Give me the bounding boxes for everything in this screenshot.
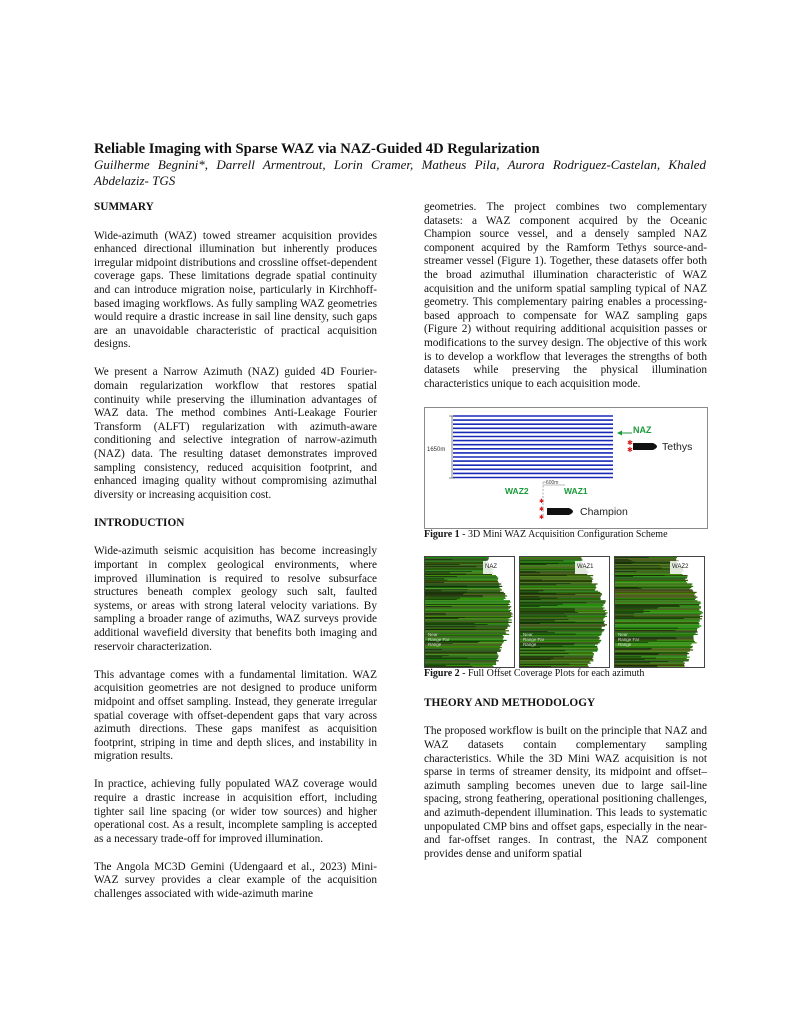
coverage-stripe	[520, 565, 581, 566]
coverage-stripe	[425, 583, 501, 584]
summary-paragraph-1: Wide-azimuth (WAZ) towed streamer acquisition provides enhanced directional illumination but inherently produces irregular midpoint distributions and crossline offset-dependent coverage gaps. These limitations degrade spatial continuity and can introduce migration noise, particularly in Kirchhoff-based imaging workflows. As fully sampling WAZ geometries would require a drastic increase in sail line density, such gaps are an unavoidable characteristic of practical acquisition designs.	[94, 229, 377, 351]
coverage-plot-waz2	[615, 557, 704, 668]
panel-label-waz1: WAZ1	[575, 561, 595, 575]
coverage-stripe	[615, 595, 696, 596]
coverage-gap	[615, 559, 629, 560]
coverage-stripe	[615, 586, 693, 587]
coverage-stripe	[520, 617, 605, 618]
naz-streamer-lines	[453, 416, 613, 478]
coverage-gap	[425, 572, 450, 573]
coverage-plot-waz1	[520, 557, 609, 668]
right-intro-paragraph: geometries. The project combines two complementary datasets: a WAZ component acquired by the Oceanic Champion source vessel, and a densely sampled NAZ component acquired by the Ramform Tethys source-and-streamer vessel (Figure 1). Together, these datasets offer both the broad azimuthal illumination characteristic of WAZ acquisition and the uniform spatial sampling typical of NAZ geometry. This complementary pairing enables a processing-based approach to compensate for WAZ sampling gaps (Figure 2) without requiring additional acquisition passes or modifications to the survey design. The objective of this work is to develop a workflow that leverages the strengths of both datasets while preserving the physical illumination characteristics unique to each acquisition mode.	[424, 201, 707, 390]
coverage-stripe	[520, 587, 596, 588]
coverage-stripe	[615, 614, 700, 615]
coverage-gap	[615, 563, 632, 564]
introduction-heading: INTRODUCTION	[94, 516, 185, 529]
coverage-stripe	[615, 584, 692, 585]
coverage-gap	[425, 582, 444, 583]
coverage-stripe	[615, 647, 692, 648]
coverage-stripe	[425, 557, 489, 558]
label-waz2: WAZ2	[505, 486, 529, 497]
coverage-stripe	[425, 660, 499, 661]
figure-1-number: Figure 1	[424, 529, 460, 541]
coverage-stripe	[425, 659, 497, 660]
champion-vessel-icon	[547, 508, 573, 515]
coverage-stripe	[425, 653, 497, 654]
coverage-gap	[520, 580, 542, 581]
label-tethys: Tethys	[662, 441, 693, 454]
coverage-stripe	[615, 664, 684, 665]
coverage-gap	[520, 602, 586, 603]
coverage-gap	[520, 613, 564, 614]
coverage-stripe	[520, 586, 596, 587]
coverage-stripe	[520, 577, 592, 578]
intro-paragraph-3: In practice, achieving fully populated WAZ coverage would require a drastic increase in acquisition effort, including tighter sail line spacing (or wider tow sources) and higher operational cost. As a result, incomplete sampling is accepted as a necessary trade-off for improved illumination.	[94, 778, 377, 845]
coverage-gap	[520, 590, 543, 591]
coverage-stripe	[520, 578, 593, 579]
coverage-stripe	[425, 581, 498, 582]
coverage-gap	[615, 610, 644, 611]
coverage-stripe	[615, 617, 700, 618]
coverage-panel-waz2	[614, 556, 705, 668]
coverage-stripe	[615, 650, 690, 651]
coverage-stripe	[520, 557, 581, 558]
coverage-gap	[520, 560, 563, 561]
coverage-stripe	[425, 607, 510, 608]
coverage-gap	[520, 564, 546, 565]
coverage-gap	[520, 666, 551, 667]
coverage-stripe	[520, 588, 596, 589]
coverage-gap	[520, 610, 575, 611]
figure-2-caption-text: - Full Offset Coverage Plots for each azimuth	[459, 667, 645, 679]
coverage-gap	[615, 571, 637, 572]
coverage-stripe	[615, 581, 686, 582]
coverage-stripe	[425, 577, 498, 578]
coverage-stripe	[520, 595, 601, 596]
coverage-stripe	[520, 652, 593, 653]
coverage-gap	[520, 653, 569, 654]
coverage-stripe	[520, 559, 583, 560]
coverage-gap	[425, 559, 452, 560]
coverage-stripe	[425, 568, 492, 569]
coverage-stripe	[615, 601, 700, 602]
coverage-stripe	[615, 604, 699, 605]
tethys-source-star-2: ✱	[627, 446, 633, 455]
coverage-gap	[520, 598, 557, 599]
coverage-stripe	[520, 562, 582, 563]
intro-paragraph-4: The Angola MC3D Gemini (Udengaard et al., 2023) Mini-WAZ survey provides a clear example of the acquisition challenges associated with wide-azimuth marine	[94, 860, 377, 901]
coverage-stripe	[615, 629, 697, 630]
coverage-stripe	[615, 583, 692, 584]
coverage-gap	[425, 623, 475, 624]
coverage-gap	[425, 595, 483, 596]
coverage-stripe	[425, 612, 512, 613]
coverage-stripe	[520, 662, 591, 663]
panel-label-naz: NAZ	[483, 561, 499, 575]
coverage-gap	[425, 578, 444, 579]
coverage-stripe	[615, 620, 700, 621]
coverage-gap	[615, 665, 657, 666]
coverage-gap	[425, 592, 467, 593]
coverage-gap	[520, 616, 567, 617]
coverage-gap	[520, 612, 578, 613]
coverage-gap	[615, 648, 652, 649]
label-600m: ~600m	[543, 480, 559, 487]
coverage-gap	[520, 563, 558, 564]
coverage-gap	[615, 565, 660, 566]
coverage-gap	[615, 587, 638, 588]
coverage-gap	[520, 606, 540, 607]
coverage-gap	[615, 613, 634, 614]
near-range-label: Near Range	[523, 631, 537, 642]
coverage-stripe	[520, 655, 593, 656]
coverage-stripe	[520, 607, 605, 608]
coverage-gap	[520, 650, 565, 651]
coverage-gap	[615, 618, 684, 619]
coverage-gap	[615, 612, 643, 613]
coverage-gap	[425, 596, 483, 597]
coverage-stripe	[425, 611, 510, 612]
coverage-stripe	[520, 581, 592, 582]
coverage-stripe	[615, 626, 700, 627]
coverage-stripe	[425, 610, 511, 611]
coverage-gap	[520, 608, 575, 609]
far-range-label: Far Range	[523, 636, 545, 647]
coverage-stripe	[425, 570, 492, 571]
coverage-stripe	[520, 649, 598, 650]
coverage-gap	[425, 593, 464, 594]
coverage-gap	[425, 614, 446, 615]
coverage-stripe	[615, 655, 687, 656]
panel-range-labels	[618, 632, 639, 647]
coverage-gap	[520, 620, 555, 621]
coverage-gap	[615, 628, 678, 629]
coverage-stripe	[425, 575, 496, 576]
coverage-gap	[615, 661, 668, 662]
figure-2-caption	[424, 668, 707, 680]
coverage-gap	[615, 666, 657, 667]
figure-2-number: Figure 2	[424, 667, 460, 679]
coverage-gap	[615, 611, 650, 612]
coverage-gap	[520, 599, 541, 600]
coverage-stripe	[425, 619, 512, 620]
coverage-stripe	[615, 577, 687, 578]
coverage-gap	[425, 598, 460, 599]
coverage-gap	[425, 626, 476, 627]
acquisition-scheme-svg	[425, 408, 707, 528]
coverage-stripe	[615, 594, 694, 595]
coverage-gap	[615, 649, 650, 650]
coverage-stripe	[520, 576, 591, 577]
coverage-gap	[520, 656, 564, 657]
coverage-gap	[615, 560, 632, 561]
coverage-gap	[615, 588, 642, 589]
panel-range-labels	[428, 632, 449, 647]
coverage-stripe	[520, 626, 602, 627]
coverage-stripe	[615, 660, 689, 661]
coverage-gap	[520, 664, 569, 665]
champion-source-star-3: ✱	[539, 515, 545, 522]
coverage-stripe	[520, 624, 607, 625]
coverage-gap	[615, 616, 634, 617]
coverage-stripe	[425, 620, 509, 621]
coverage-gap	[520, 611, 575, 612]
coverage-stripe	[425, 601, 511, 602]
coverage-stripe	[425, 605, 508, 606]
coverage-stripe	[615, 625, 701, 626]
tethys-vessel-icon	[633, 443, 657, 450]
coverage-stripe	[425, 558, 489, 559]
coverage-gap	[520, 572, 540, 573]
right-column	[424, 201, 707, 876]
coverage-gap	[425, 574, 466, 575]
coverage-gap	[425, 664, 470, 665]
coverage-gap	[615, 557, 649, 558]
coverage-gap	[520, 575, 567, 576]
coverage-stripe	[425, 667, 494, 668]
coverage-gap	[425, 656, 442, 657]
coverage-stripe	[425, 628, 507, 629]
coverage-gap	[425, 564, 460, 565]
coverage-gap	[615, 630, 675, 631]
left-column	[94, 201, 377, 916]
coverage-stripe	[425, 584, 499, 585]
coverage-stripe	[425, 648, 500, 649]
coverage-gap	[615, 607, 659, 608]
coverage-stripe	[425, 662, 496, 663]
coverage-stripe	[425, 562, 488, 563]
coverage-gap	[520, 659, 551, 660]
coverage-stripe	[615, 558, 676, 559]
figure-2-coverage-plots	[424, 556, 705, 668]
coverage-stripe	[425, 608, 509, 609]
coverage-stripe	[615, 592, 697, 593]
coverage-stripe	[425, 587, 500, 588]
coverage-gap	[425, 580, 447, 581]
coverage-gap	[425, 629, 475, 630]
coverage-stripe	[615, 623, 699, 624]
summary-heading: SUMMARY	[94, 201, 154, 213]
coverage-gap	[615, 562, 635, 563]
coverage-gap	[615, 659, 645, 660]
coverage-stripe	[520, 582, 592, 583]
far-range-label: Far Range	[618, 636, 640, 647]
coverage-panel-naz	[424, 556, 515, 668]
coverage-stripe	[425, 652, 497, 653]
coverage-stripe	[425, 600, 510, 601]
coverage-gap	[520, 619, 568, 620]
coverage-gap	[520, 584, 556, 585]
coverage-gap	[615, 653, 659, 654]
coverage-gap	[520, 596, 539, 597]
coverage-gap	[425, 590, 442, 591]
coverage-stripe	[520, 648, 598, 649]
coverage-gap	[615, 575, 665, 576]
coverage-stripe	[615, 593, 695, 594]
label-champion: Champion	[580, 506, 628, 519]
coverage-gap	[425, 658, 468, 659]
coverage-gap	[615, 576, 633, 577]
coverage-gap	[425, 589, 468, 590]
coverage-plot-naz	[425, 557, 514, 668]
coverage-gap	[615, 608, 657, 609]
champion-source-star-1: ✱	[539, 499, 545, 506]
coverage-stripe	[615, 582, 687, 583]
intro-paragraph-1: Wide-azimuth seismic acquisition has become increasingly important in complex geological environments, where improved illumination is required to resolve subsurface structures beneath complex geology such salt, faulted systems, or areas with strong lateral velocity variations. By sampling a broader range of azimuths, WAZ surveys provide additional wavefield diversity that benefits both imaging and reservoir characterization.	[94, 545, 377, 653]
coverage-stripe	[425, 563, 489, 564]
tethys-source-star-1: ✱	[627, 439, 633, 448]
far-range-label: Far Range	[428, 636, 450, 647]
coverage-stripe	[425, 604, 510, 605]
coverage-stripe	[615, 652, 688, 653]
panel-range-labels	[523, 632, 544, 647]
coverage-gap	[425, 606, 452, 607]
figure-1-acquisition-diagram	[424, 407, 708, 529]
coverage-gap	[425, 613, 445, 614]
coverage-gap	[425, 649, 442, 650]
coverage-stripe	[520, 665, 588, 666]
coverage-gap	[615, 605, 679, 606]
coverage-stripe	[615, 599, 695, 600]
coverage-gap	[520, 667, 556, 668]
coverage-gap	[425, 666, 472, 667]
naz-arrow-icon	[617, 431, 622, 436]
coverage-stripe	[425, 602, 509, 603]
coverage-gap	[520, 622, 575, 623]
coverage-gap	[615, 662, 650, 663]
coverage-stripe	[520, 629, 605, 630]
coverage-gap	[520, 605, 557, 606]
figure-1-caption-text: - 3D Mini WAZ Acquisition Configuration Scheme	[459, 529, 668, 541]
coverage-gap	[615, 654, 658, 655]
coverage-stripe	[520, 618, 604, 619]
coverage-stripe	[425, 565, 486, 566]
coverage-stripe	[615, 622, 699, 623]
coverage-gap	[425, 665, 446, 666]
coverage-gap	[425, 624, 488, 625]
coverage-stripe	[615, 600, 697, 601]
author-list: Guilherme Begnini*, Darrell Armentrout, Lorin Cramer, Matheus Pila, Aurora Rodriguez-Castelan, Khaled Abdelaziz- TGS	[94, 157, 706, 188]
coverage-gap	[520, 571, 536, 572]
coverage-stripe	[520, 654, 594, 655]
coverage-stripe	[520, 625, 605, 626]
coverage-stripe	[615, 619, 700, 620]
figure-1-caption	[424, 529, 707, 541]
near-range-label: Near Range	[618, 631, 632, 642]
coverage-stripe	[425, 650, 501, 651]
coverage-stripe	[425, 588, 501, 589]
coverage-gap	[425, 571, 472, 572]
coverage-gap	[520, 658, 553, 659]
coverage-stripe	[615, 589, 693, 590]
coverage-gap	[615, 606, 680, 607]
coverage-stripe	[615, 598, 696, 599]
theory-paragraph-1: The proposed workflow is built on the principle that NAZ and WAZ datasets contain complementary sampling characteristics. While the 3D Mini WAZ acquisition is not sparse in terms of streamer density, its midpoint and offset–azimuth sampling becomes uneven due to large sail-line spacing, strong feathering, operational positioning challenges, and azimuth-dependent illumination. This leads to systematic unpopulated CMP bins and offset gaps, especially in the near- and far-offset ranges. In contrast, the NAZ component provides dense and uniform spatial	[424, 725, 707, 860]
coverage-stripe	[615, 624, 699, 625]
coverage-stripe	[520, 558, 582, 559]
paper-title: Reliable Imaging with Sparse WAZ via NAZ-Guided 4D Regularization	[94, 141, 540, 157]
coverage-stripe	[615, 590, 693, 591]
theory-heading: THEORY AND METHODOLOGY	[424, 696, 596, 709]
coverage-gap	[425, 599, 457, 600]
coverage-stripe	[615, 596, 697, 597]
coverage-gap	[520, 647, 540, 648]
coverage-gap	[615, 568, 662, 569]
coverage-gap	[425, 576, 457, 577]
coverage-stripe	[520, 600, 606, 601]
coverage-stripe	[425, 560, 486, 561]
coverage-panel-waz1	[519, 556, 610, 668]
coverage-gap	[425, 566, 477, 567]
coverage-gap	[520, 623, 540, 624]
coverage-stripe	[520, 589, 595, 590]
coverage-stripe	[425, 622, 512, 623]
coverage-stripe	[425, 616, 513, 617]
coverage-gap	[615, 658, 656, 659]
coverage-gap	[425, 618, 458, 619]
coverage-stripe	[520, 628, 602, 629]
coverage-stripe	[520, 660, 593, 661]
label-1650m: 1650m	[427, 447, 446, 454]
coverage-gap	[615, 656, 641, 657]
coverage-gap	[520, 593, 556, 594]
summary-paragraph-2: We present a Narrow Azimuth (NAZ) guided 4D Fourier-domain regularization workflow that restores spatial continuity while preserving the illumination advantages of WAZ data. The method combines Anti-Leakage Fourier Transform (ALFT) regularization with azimuth-aware conditioning and selective integration of narrow-azimuth (NAZ) data. The resulting dataset demonstrates improved sampling consistency, reduced acquisition footprint, and enhanced imaging quality without compromising azimuthal diversity or increasing acquisition cost.	[94, 366, 377, 501]
coverage-gap	[520, 604, 563, 605]
coverage-gap	[520, 583, 571, 584]
coverage-stripe	[615, 602, 701, 603]
champion-source-star-2: ✱	[539, 507, 545, 514]
intro-paragraph-2: This advantage comes with a fundamental limitation. WAZ acquisition geometries are not designed to produce uniform midpoint and offset sampling. Instead, they generate irregular spatial coverage with offset-dependent gaps that vary across azimuth directions. These gaps manifest as acquisition footprint, striping in time and depth slices, and instability in migration results.	[94, 668, 377, 763]
coverage-stripe	[520, 601, 606, 602]
coverage-stripe	[520, 667, 589, 668]
coverage-stripe	[425, 661, 496, 662]
coverage-stripe	[520, 614, 605, 615]
coverage-gap	[425, 586, 467, 587]
coverage-gap	[425, 617, 465, 618]
coverage-stripe	[520, 661, 590, 662]
coverage-gap	[520, 594, 575, 595]
coverage-stripe	[615, 580, 688, 581]
near-range-label: Near Range	[428, 631, 442, 642]
coverage-stripe	[425, 625, 510, 626]
label-waz1: WAZ1	[564, 486, 588, 497]
coverage-stripe	[615, 564, 677, 565]
coverage-stripe	[615, 578, 685, 579]
coverage-stripe	[425, 647, 502, 648]
coverage-stripe	[615, 667, 683, 668]
coverage-gap	[425, 655, 449, 656]
coverage-stripe	[425, 654, 498, 655]
coverage-gap	[425, 594, 463, 595]
panel-label-waz2: WAZ2	[670, 561, 690, 575]
coverage-gap	[520, 592, 538, 593]
label-naz: NAZ	[633, 425, 652, 436]
